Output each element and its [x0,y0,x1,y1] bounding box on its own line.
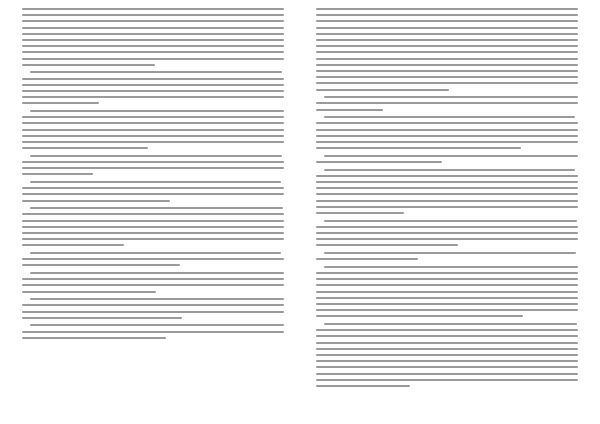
text-line-left-44 [22,284,284,286]
text-line-left-17 [30,110,284,112]
text-line-right-41 [324,266,578,268]
text-line-right-56 [316,360,578,362]
text-line-left-21 [22,135,284,137]
text-line-right-26 [324,169,575,171]
text-line-left-27 [22,173,93,175]
text-line-right-6 [316,39,578,41]
text-line-right-47 [316,303,578,305]
text-line-right-33 [316,212,404,214]
text-line-left-22 [22,141,284,143]
text-line-right-60 [316,385,410,387]
text-line-right-21 [316,135,578,137]
text-line-left-2 [22,14,284,16]
text-line-left-36 [22,232,284,234]
text-line-right-14 [316,89,449,91]
text-line-right-49 [316,315,523,317]
text-line-right-31 [316,200,578,202]
text-line-left-11 [30,71,282,73]
text-line-left-51 [22,331,284,333]
text-line-left-1 [22,8,284,10]
text-line-right-36 [316,232,578,234]
text-line-left-33 [22,213,284,215]
text-line-right-45 [316,291,578,293]
text-line-left-24 [30,155,282,157]
text-line-right-23 [316,147,521,149]
text-line-left-16 [22,102,99,104]
text-line-right-44 [316,284,578,286]
text-line-right-17 [316,109,383,111]
text-line-right-38 [316,244,458,246]
text-line-right-19 [316,122,578,124]
text-line-right-15 [324,96,578,98]
text-line-right-57 [316,366,578,368]
text-line-right-3 [316,20,578,22]
text-line-right-28 [316,181,578,183]
text-line-right-50 [324,323,577,325]
text-line-left-26 [22,167,284,169]
text-line-right-55 [316,354,578,356]
text-line-right-40 [316,258,418,260]
text-line-left-9 [22,58,284,60]
text-line-left-30 [22,193,284,195]
text-line-right-4 [316,27,578,29]
text-line-left-25 [22,161,284,163]
text-line-right-24 [324,155,578,157]
text-line-right-18 [324,116,575,118]
text-line-left-23 [22,147,148,149]
text-line-right-16 [316,102,578,104]
text-line-left-10 [22,64,155,66]
text-line-left-12 [22,78,284,80]
text-line-left-19 [22,122,284,124]
text-line-left-50 [30,324,284,326]
text-line-left-49 [22,317,182,319]
text-line-left-38 [22,244,124,246]
text-line-left-35 [22,226,284,228]
text-line-right-35 [316,226,578,228]
text-line-right-34 [324,220,577,222]
text-line-left-15 [22,96,284,98]
text-line-right-1 [316,8,578,10]
text-line-right-8 [316,51,578,53]
text-line-left-29 [22,187,284,189]
text-line-left-34 [22,220,284,222]
text-line-right-51 [316,329,578,331]
text-column-left [22,8,284,408]
text-line-left-3 [22,20,284,22]
text-line-left-31 [22,200,170,202]
text-line-left-32 [30,207,283,209]
text-line-left-20 [22,129,284,131]
text-line-right-7 [316,45,578,47]
text-line-right-30 [316,193,578,195]
text-line-left-37 [22,238,284,240]
text-line-right-46 [316,297,578,299]
text-line-right-11 [316,70,578,72]
text-line-right-9 [316,58,578,60]
text-line-left-4 [22,27,284,29]
text-line-left-43 [22,278,284,280]
text-line-left-45 [22,291,156,293]
text-line-left-39 [30,252,281,254]
text-line-right-22 [316,141,578,143]
text-line-left-46 [30,298,284,300]
text-line-right-12 [316,76,578,78]
text-line-left-28 [30,181,281,183]
text-line-right-54 [316,348,578,350]
text-line-right-32 [316,206,578,208]
text-line-right-13 [316,82,578,84]
text-line-right-5 [316,33,578,35]
text-line-left-18 [22,116,284,118]
text-line-right-48 [316,309,578,311]
text-line-left-42 [30,272,284,274]
text-line-right-58 [316,373,578,375]
text-line-right-29 [316,187,578,189]
text-line-right-10 [316,64,578,66]
text-line-left-7 [22,45,284,47]
text-line-left-5 [22,33,284,35]
text-line-left-6 [22,39,284,41]
text-line-left-13 [22,84,284,86]
text-line-right-2 [316,14,578,16]
text-line-right-43 [316,278,578,280]
text-line-right-25 [316,161,442,163]
text-line-right-52 [316,335,578,337]
text-line-left-8 [22,51,284,53]
text-line-left-52 [22,337,166,339]
text-line-right-20 [316,129,578,131]
text-line-right-37 [316,238,578,240]
text-line-left-40 [22,258,284,260]
text-line-left-48 [22,311,284,313]
text-line-right-53 [316,342,578,344]
text-line-left-14 [22,90,284,92]
text-column-right [316,8,578,408]
text-line-right-42 [316,272,578,274]
text-line-right-27 [316,175,578,177]
text-line-right-39 [324,252,576,254]
text-line-left-47 [22,304,284,306]
text-line-right-59 [316,379,578,381]
text-line-left-41 [22,264,180,266]
